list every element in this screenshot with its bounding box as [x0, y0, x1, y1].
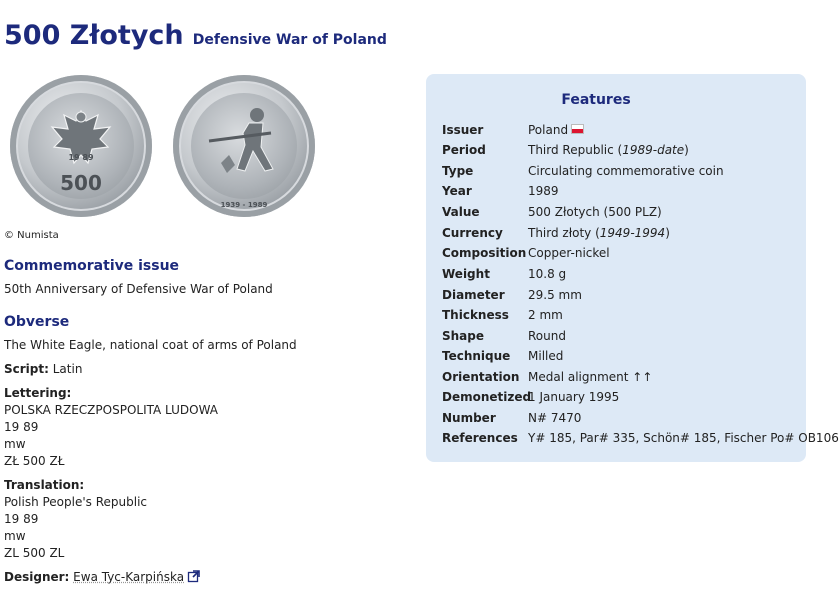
- period-value: Third Republic: [528, 143, 614, 157]
- feature-key: Composition: [442, 246, 527, 260]
- feature-key: Period: [442, 143, 486, 157]
- translation-line: Polish People's Republic: [4, 495, 148, 509]
- feature-row-number: [442, 411, 581, 425]
- feature-key: Thickness: [442, 308, 509, 322]
- coin-details: [4, 258, 414, 586]
- feature-row-currency: [442, 226, 670, 240]
- feature-key: Diameter: [442, 288, 505, 302]
- feature-value: Third złoty (1949-1994): [528, 226, 670, 240]
- commemorative-heading: Commemorative issue: [4, 258, 180, 274]
- coin-subtitle: Defensive War of Poland: [192, 32, 387, 48]
- translation-line: ZL 500 ZL: [4, 546, 65, 560]
- feature-row-thickness: [442, 308, 563, 322]
- feature-row-demonetized: [442, 390, 619, 404]
- lettering-label: Lettering:: [4, 386, 72, 400]
- period-note: 1989-date: [622, 143, 685, 157]
- obverse-coin-image[interactable]: [10, 75, 152, 217]
- feature-row-diameter: [442, 288, 582, 302]
- commemorative-text: 50th Anniversary of Defensive War of Poland: [4, 282, 273, 296]
- lettering-line: ZŁ 500 ZŁ: [4, 454, 65, 468]
- feature-key: Year: [442, 184, 472, 198]
- features-panel: [426, 74, 839, 462]
- feature-key: Technique: [442, 349, 511, 363]
- feature-key: Number: [442, 411, 496, 425]
- external-link-icon[interactable]: [188, 570, 200, 582]
- feature-key: Type: [442, 164, 474, 178]
- feature-key: Currency: [442, 226, 503, 240]
- period-link[interactable]: Third Republic (1989-date): [528, 143, 689, 157]
- coin-field: [191, 93, 297, 199]
- feature-value: Milled: [528, 349, 564, 363]
- currency-value: Third złoty: [528, 226, 592, 240]
- translation-line: 19 89: [4, 512, 39, 526]
- feature-key: Issuer: [442, 123, 484, 137]
- designer-link[interactable]: Ewa Tyc-Karpińska: [73, 570, 185, 584]
- feature-row-weight: [442, 267, 566, 281]
- translation-label: Translation:: [4, 478, 85, 492]
- feature-value: 2 mm: [528, 308, 563, 322]
- feature-row-type: [442, 164, 724, 178]
- feature-key: Weight: [442, 267, 490, 281]
- feature-row-technique: [442, 349, 563, 363]
- designer-row: [4, 569, 414, 586]
- feature-key: Value: [442, 205, 480, 219]
- reverse-coin-image[interactable]: [173, 75, 315, 217]
- feature-value: Copper-nickel: [528, 246, 610, 260]
- feature-value: 10.8 g: [528, 267, 567, 281]
- lettering-line: mw: [4, 437, 26, 451]
- feature-value: 1 January 1995: [528, 390, 620, 404]
- feature-row-shape: [442, 329, 566, 343]
- feature-row-references: [442, 431, 839, 445]
- obverse-value-text: 500: [60, 171, 102, 195]
- lettering-line: 19 89: [4, 420, 39, 434]
- reverse-years-text: 1939 - 1989: [220, 201, 268, 209]
- feature-key: References: [442, 431, 518, 445]
- image-credit: © Numista: [4, 230, 59, 241]
- feature-value: N# 7470: [528, 411, 582, 425]
- features-heading: Features: [561, 92, 631, 108]
- feature-row-composition: [442, 246, 610, 260]
- feature-row-period: [442, 143, 689, 157]
- feature-value: 29.5 mm: [528, 288, 582, 302]
- feature-row-orientation: [442, 370, 652, 384]
- obverse-description: The White Eagle, national coat of arms of Poland: [4, 338, 297, 352]
- feature-key: Orientation: [442, 370, 520, 384]
- feature-value: Medal alignment ↑↑: [528, 370, 653, 384]
- poland-flag-icon: [571, 124, 584, 134]
- obverse-year-text: 19 89: [68, 153, 94, 162]
- currency-note: 1949-1994: [599, 226, 666, 240]
- obverse-heading: Obverse: [4, 314, 70, 330]
- script-label: Script:: [4, 362, 49, 376]
- lettering-line: POLSKA RZECZPOSPOLITA LUDOWA: [4, 403, 219, 417]
- feature-row-issuer: [442, 123, 584, 137]
- feature-row-value: [442, 205, 662, 219]
- feature-value: Circulating commemorative coin: [528, 164, 724, 178]
- issuer-link[interactable]: Poland: [528, 123, 569, 137]
- feature-value: 500 Złotych (500 PLZ): [528, 205, 662, 219]
- feature-value: 1989: [528, 184, 559, 198]
- translation-line: mw: [4, 529, 26, 543]
- page-title: [4, 20, 387, 51]
- designer-label: Designer:: [4, 570, 70, 584]
- feature-key: Demonetized: [442, 390, 532, 404]
- feature-value: Y# 185, Par# 335, Schön# 185, Fischer Po# OB106: [528, 431, 839, 445]
- coin-title: 500 Złotych: [4, 20, 184, 51]
- soldier-icon: [191, 93, 297, 199]
- script-row: [4, 361, 414, 378]
- feature-row-year: [442, 184, 559, 198]
- feature-key: Shape: [442, 329, 485, 343]
- feature-value: Round: [528, 329, 566, 343]
- script-value: Latin: [52, 362, 83, 376]
